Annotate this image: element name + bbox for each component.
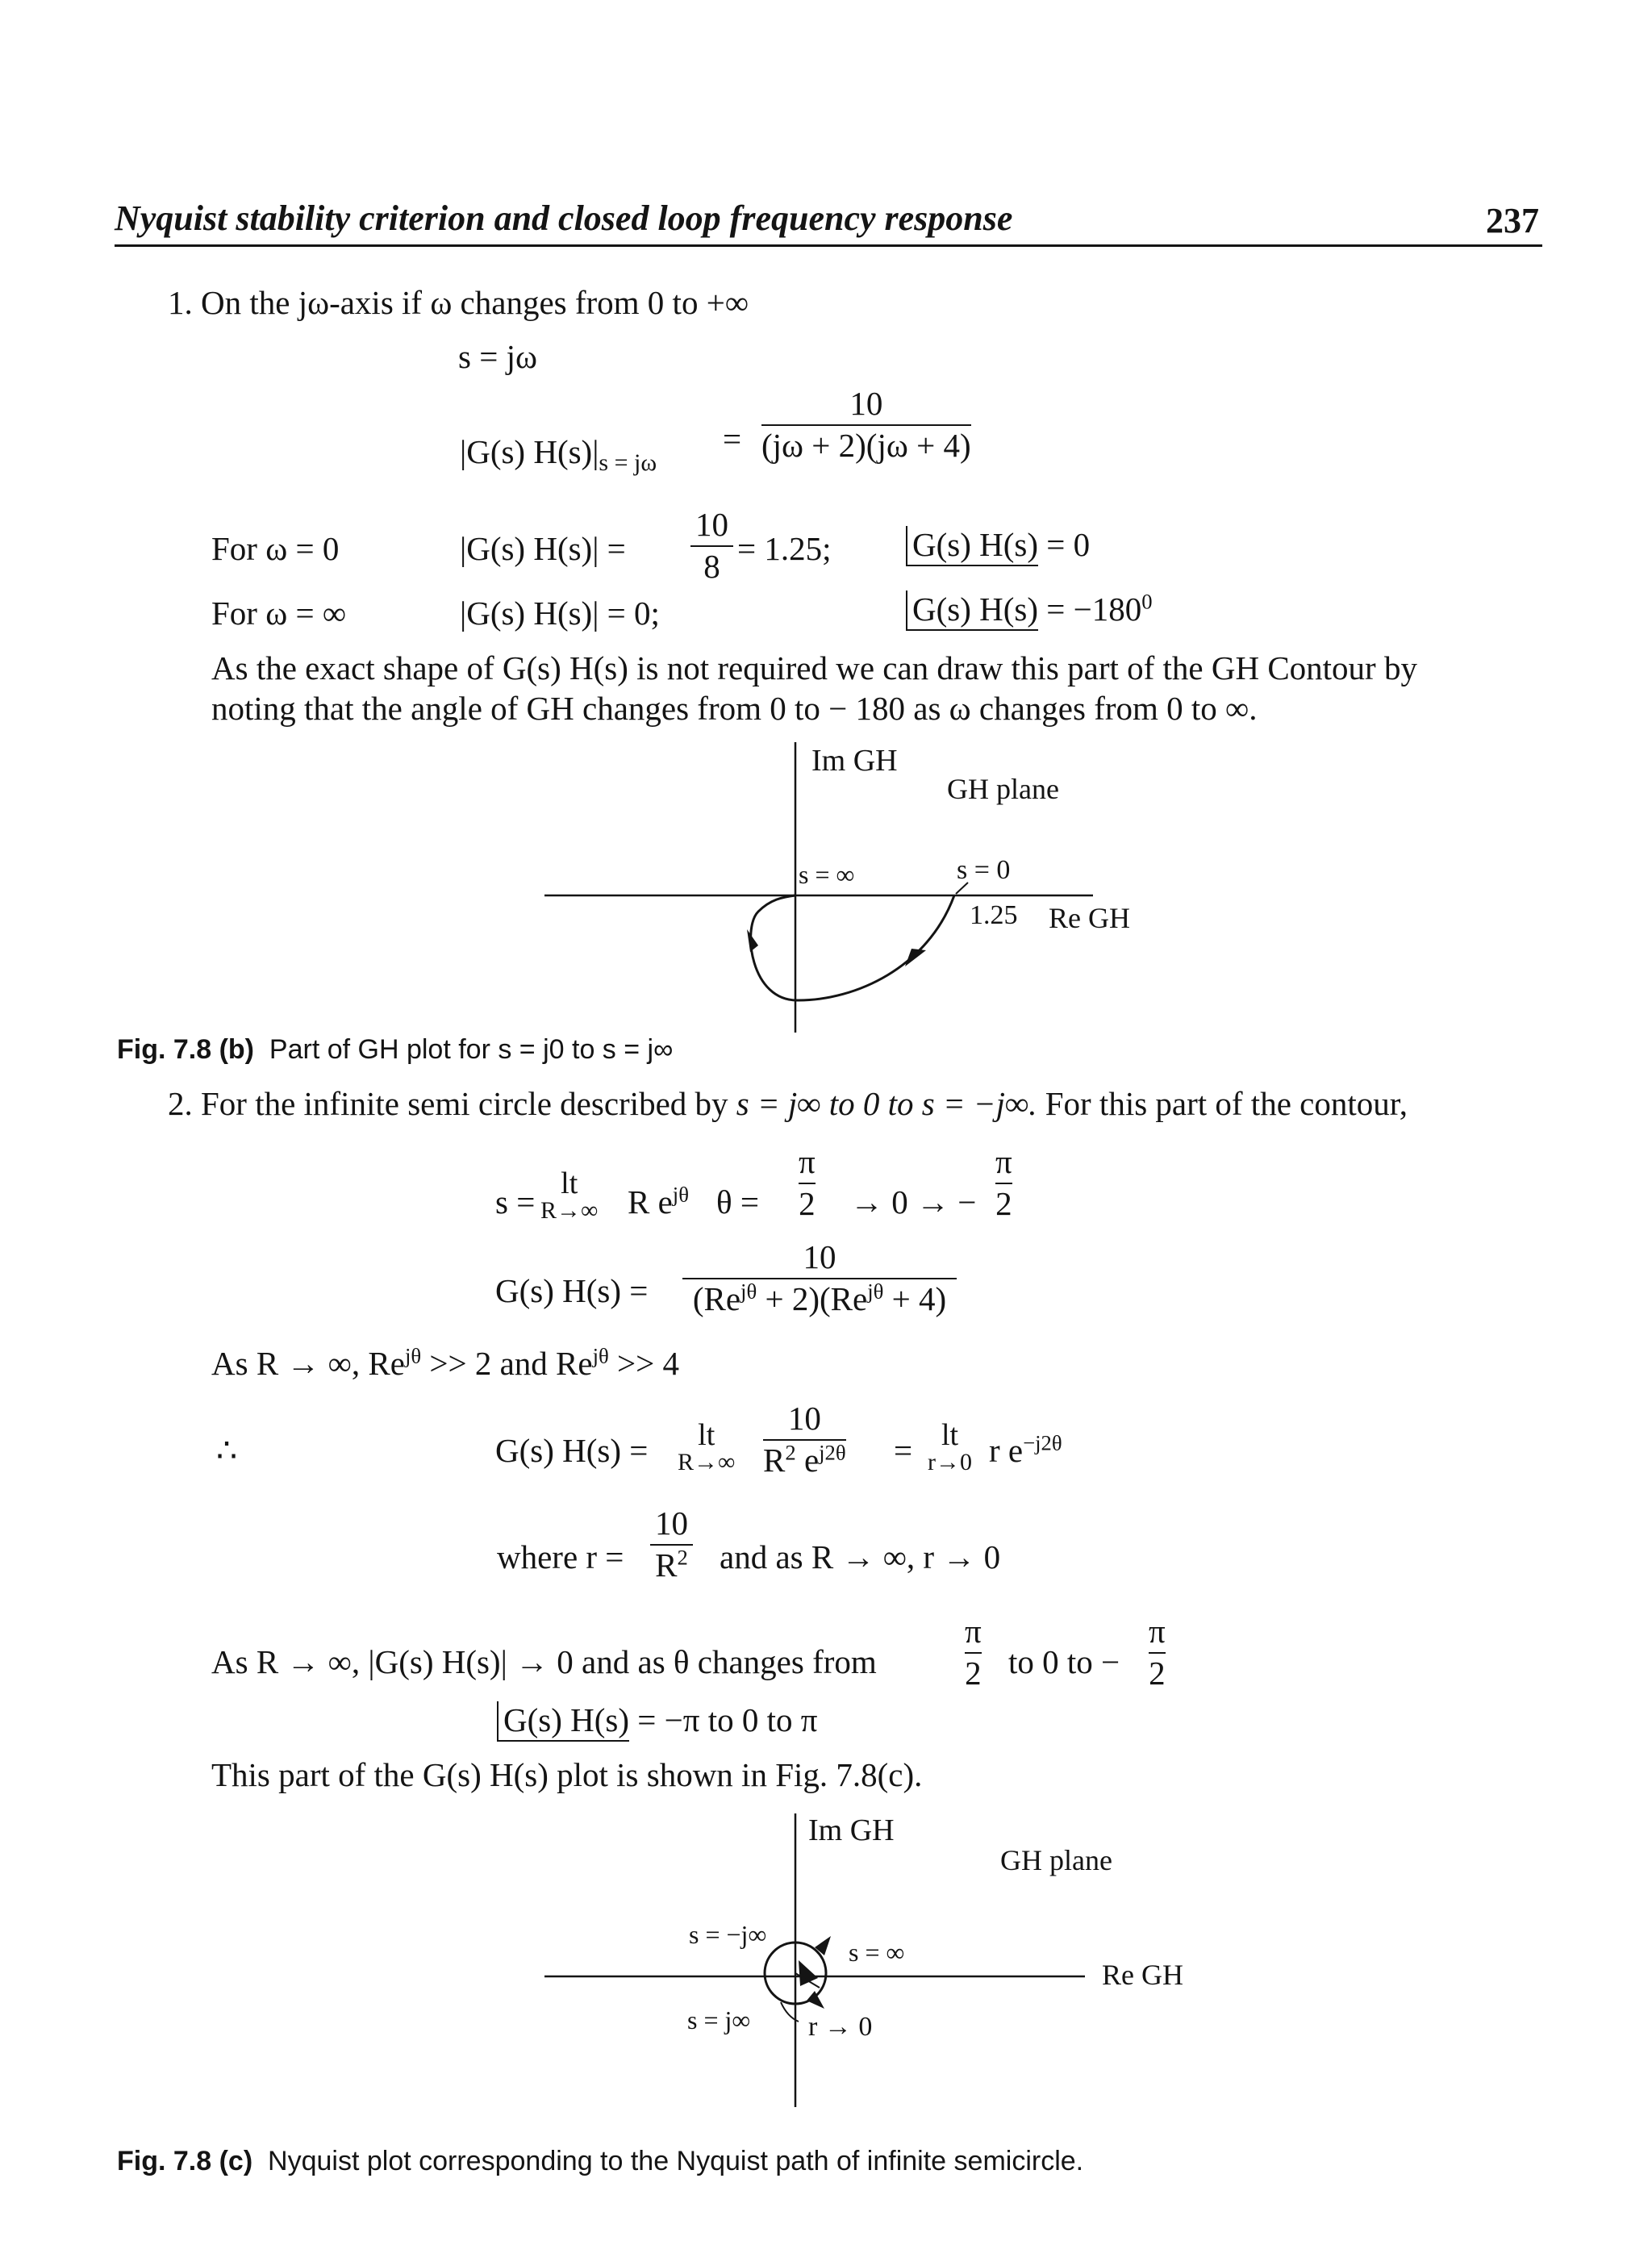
fig-c-plane-label: GH plane <box>1000 1844 1112 1876</box>
fig-b-caption: Fig. 7.8 (b) Part of GH plot for s = j0 to s = j∞ <box>117 1034 674 1065</box>
para-line2: noting that the angle of GH changes from 0 to − 180 as ω changes from 0 to ∞. <box>211 690 1258 727</box>
fig-c-s-pos: s = j∞ <box>687 2005 751 2034</box>
item2-where: where r = <box>497 1538 624 1575</box>
page-number: 237 <box>1486 201 1539 240</box>
fig-b-plane-label: GH plane <box>947 773 1059 805</box>
item1-s-eq: s = jω <box>458 338 537 375</box>
w0-angle: G(s) H(s) = 0 <box>906 528 1090 561</box>
item2-where-fraction: 10 $R^2$ <box>650 1507 693 1582</box>
winf-magnitude: |G(s) H(s)| = 0; <box>460 595 660 632</box>
fig-c-caption: Fig. 7.8 (c) Nyquist plot corresponding to the Nyquist path of infinite semicircle. <box>117 2146 1084 2176</box>
item2-lt-3: lt r→0 <box>928 1418 972 1475</box>
item2-lt-2: lt R→∞ <box>678 1418 736 1475</box>
item2-limit-text-a: As R → ∞, |G(s) H(s)| → 0 and as θ changes from <box>211 1643 877 1680</box>
w0-magnitude: |G(s) H(s)| = <box>460 530 626 567</box>
fig-c-s-neg: s = −j∞ <box>689 1920 767 1949</box>
fig-b-s-zero: s = 0 <box>957 855 1011 885</box>
item2-angle: G(s) H(s) = −π to 0 to π <box>497 1704 817 1737</box>
item2-lim-eq: = <box>894 1432 913 1469</box>
item2-gh-lhs: G(s) H(s) = <box>495 1272 649 1309</box>
fig-c-r-zero: r → 0 <box>808 2012 873 2042</box>
item2-lim-lhs: G(s) H(s) = <box>495 1432 649 1469</box>
item2-therefore: ∴ <box>216 1432 238 1469</box>
w0-fraction: 10 8 <box>690 508 733 583</box>
w0-value: = 1.25; <box>737 530 832 567</box>
item2-gh-fraction: 10 $(Re^{j\theta} + 2)(Re^{j\theta} + 4)$ <box>682 1241 957 1316</box>
item1-gh-lhs: |G(s) $H(s)|_{s = j\omega}$ <box>460 433 657 477</box>
item2-pi-frac-2: π 2 <box>995 1143 1012 1222</box>
item2-lt: lt R→∞ <box>540 1166 599 1224</box>
item2-r-term: r $e^{-j2\theta}$ <box>989 1430 1062 1469</box>
running-header: Nyquist stability criterion and closed loop frequency response <box>115 198 1013 238</box>
fig-c-re-label: Re GH <box>1102 1959 1183 1991</box>
item2-approx: As R → ∞, $Re^{j\theta} >> 2$ and $Re^{j\theta} >> 4$ <box>211 1343 680 1382</box>
item2-shown: This part of the G(s) H(s) plot is shown in Fig. 7.8(c). <box>211 1756 923 1793</box>
fig-c-arrow-3 <box>799 1960 818 1986</box>
item2-R: R $e^{j\theta}$ <box>628 1182 689 1221</box>
item1-eq: = <box>723 420 742 457</box>
fig-c-s-inf: s = ∞ <box>849 1938 905 1967</box>
item2-intro: 2. For the infinite semi circle described by s = j∞ to 0 to s = −j∞. For this part of the contour, <box>168 1085 1408 1122</box>
fig-c-im-label: Im GH <box>808 1813 895 1847</box>
winf-angle: G(s) $H(s) = -180^0$ <box>906 593 1153 626</box>
item2-theta: θ = <box>716 1183 760 1221</box>
item2-arrows: → 0 → − <box>850 1183 977 1221</box>
item2-pi-frac-1: π 2 <box>799 1143 816 1222</box>
fig-b-re-label: Re GH <box>1049 902 1130 934</box>
para-line1: As the exact shape of G(s) H(s) is not required we can draw this part of the GH Contour by <box>211 649 1417 686</box>
w0-label: For ω = 0 <box>211 530 340 567</box>
item1-gh-fraction: 10 (jω + 2)(jω + 4) <box>761 385 971 464</box>
fig-b-value: 1.25 <box>970 900 1018 930</box>
fig-b-s-inf: s = ∞ <box>799 860 855 889</box>
winf-label: For ω = ∞ <box>211 595 347 632</box>
item2-pi-frac-4: π 2 <box>1149 1613 1166 1692</box>
item2-limit-text-b: to 0 to − <box>1008 1643 1120 1680</box>
item2-lim-fraction: 10 $R^2$ $e^{j2\theta}$ <box>763 1400 846 1479</box>
item2-s-eq: s = <box>495 1183 536 1221</box>
item2-pi-frac-3: π 2 <box>965 1613 982 1692</box>
fig-b-im-label: Im GH <box>811 744 898 778</box>
item2-where-rest: and as R → ∞, r → 0 <box>720 1538 1001 1575</box>
fig-c-arrow-2 <box>807 1991 824 2009</box>
item1-intro: 1. On the jω-axis if ω changes from 0 to +∞ <box>168 284 749 321</box>
